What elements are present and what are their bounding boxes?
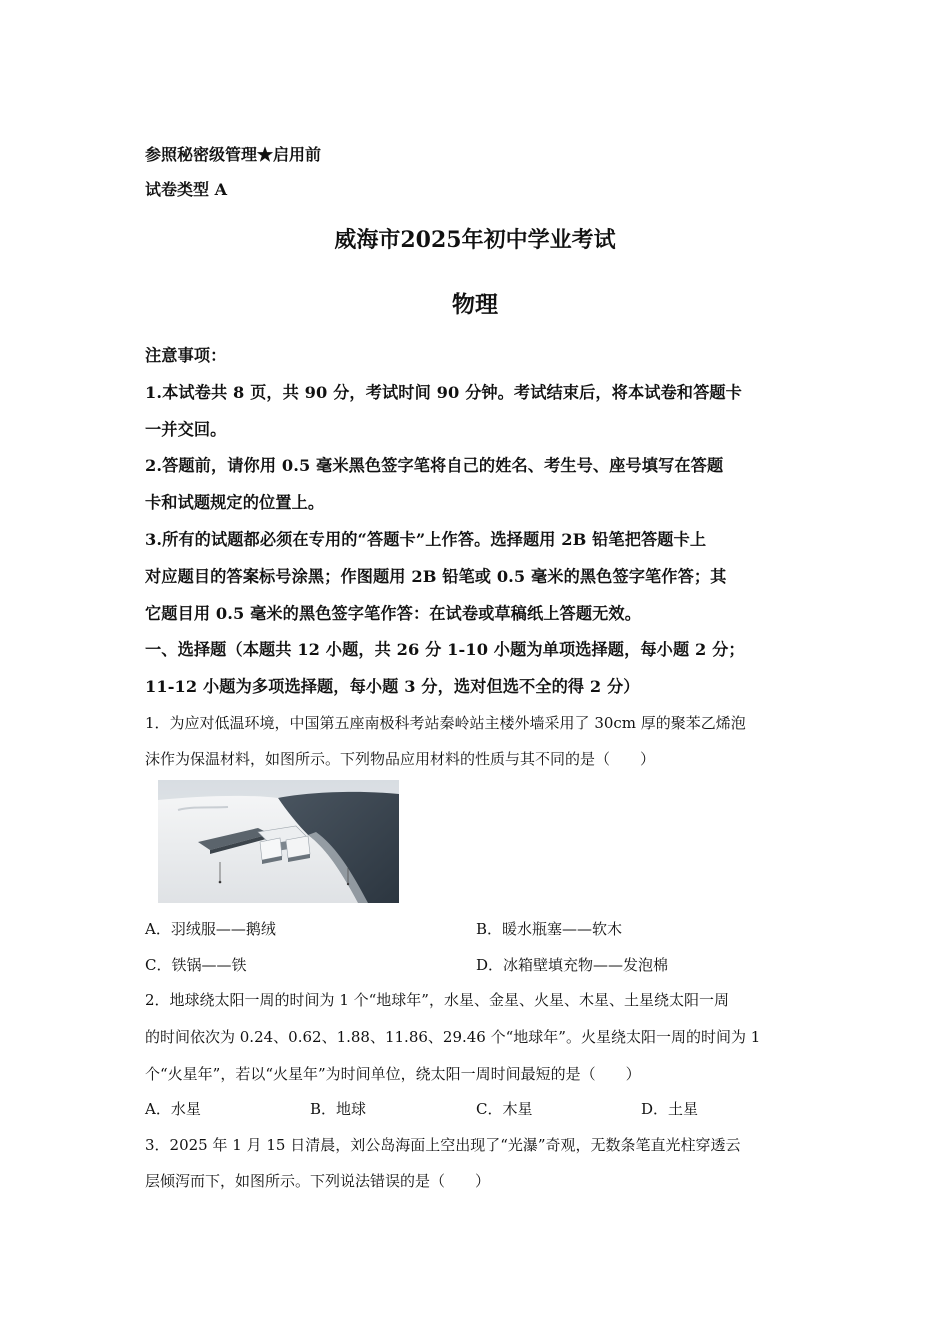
question-1-text: 沫作为保温材料，如图所示。下列物品应用材料的性质与其不同的是（ ） — [145, 750, 656, 768]
question-3-text: 3．2025 年 1 月 15 日清晨，刘公岛海面上空出现了“光瀑”奇观，无数条笔直光柱穿透云 — [145, 1136, 741, 1154]
notice-heading: 注意事项： — [145, 346, 227, 365]
secrecy-label: 参照秘密级管理★启用前 — [145, 145, 322, 164]
question-2-text: 个“火星年”，若以“火星年”为时间单位，绕太阳一周时间最短的是（ ） — [145, 1065, 641, 1083]
notice-line: 对应题目的答案标号涂黑；作图题用 2B 铅笔或 0.5 毫米的黑色签字笔作答；其 — [145, 567, 727, 586]
question-1-option-b: B．暖水瓶塞——软木 — [476, 920, 623, 938]
question-2-text: 的时间依次为 0.24、0.62、1.88、11.86、29.46 个“地球年”。火星绕太阳一周的时间为 1 — [145, 1028, 761, 1046]
subject-title: 物理 — [452, 291, 498, 318]
exam-title: 威海市2025年初中学业考试 — [334, 227, 616, 253]
question-3-text: 层倾泻而下，如图所示。下列说法错误的是（ ） — [145, 1172, 491, 1190]
question-1-option-a: A．羽绒服——鹅绒 — [145, 920, 276, 938]
question-2-option-a: A．水星 — [145, 1100, 201, 1118]
notice-line: 一并交回。 — [145, 420, 227, 439]
question-2-option-d: D．土星 — [641, 1100, 699, 1118]
notice-line: 卡和试题规定的位置上。 — [145, 493, 325, 512]
question-1-option-c: C．铁锅——铁 — [145, 956, 247, 974]
antarctic-station-photo — [158, 780, 399, 903]
question-1-text: 1．为应对低温环境，中国第五座南极科考站秦岭站主楼外墙采用了 30cm 厚的聚苯乙烯泡 — [145, 714, 746, 732]
notice-line: 1.本试卷共 8 页，共 90 分，考试时间 90 分钟。考试结束后，将本试卷和答题卡 — [145, 383, 742, 402]
notice-line: 3.所有的试题都必须在专用的“答题卡”上作答。选择题用 2B 铅笔把答题卡上 — [145, 530, 707, 549]
notice-line: 2.答题前，请你用 0.5 毫米黑色签字笔将自己的姓名、考生号、座号填写在答题 — [145, 456, 724, 475]
question-2-option-c: C．木星 — [476, 1100, 533, 1118]
section-heading: 一、选择题（本题共 12 小题，共 26 分 1-10 小题为单项选择题，每小题 2 分； — [145, 640, 745, 659]
paper-type-label: 试卷类型 A — [145, 180, 227, 199]
question-2-text: 2．地球绕太阳一周的时间为 1 个“地球年”，水星、金星、火星、木星、土星绕太阳一周 — [145, 991, 729, 1009]
question-2-option-b: B．地球 — [310, 1100, 367, 1118]
question-1-option-d: D．冰箱壁填充物——发泡棉 — [476, 956, 669, 974]
section-heading: 11-12 小题为多项选择题，每小题 3 分，选对但选不全的得 2 分） — [145, 677, 640, 696]
notice-line: 它题目用 0.5 毫米的黑色签字笔作答：在试卷或草稿纸上答题无效。 — [145, 604, 641, 623]
